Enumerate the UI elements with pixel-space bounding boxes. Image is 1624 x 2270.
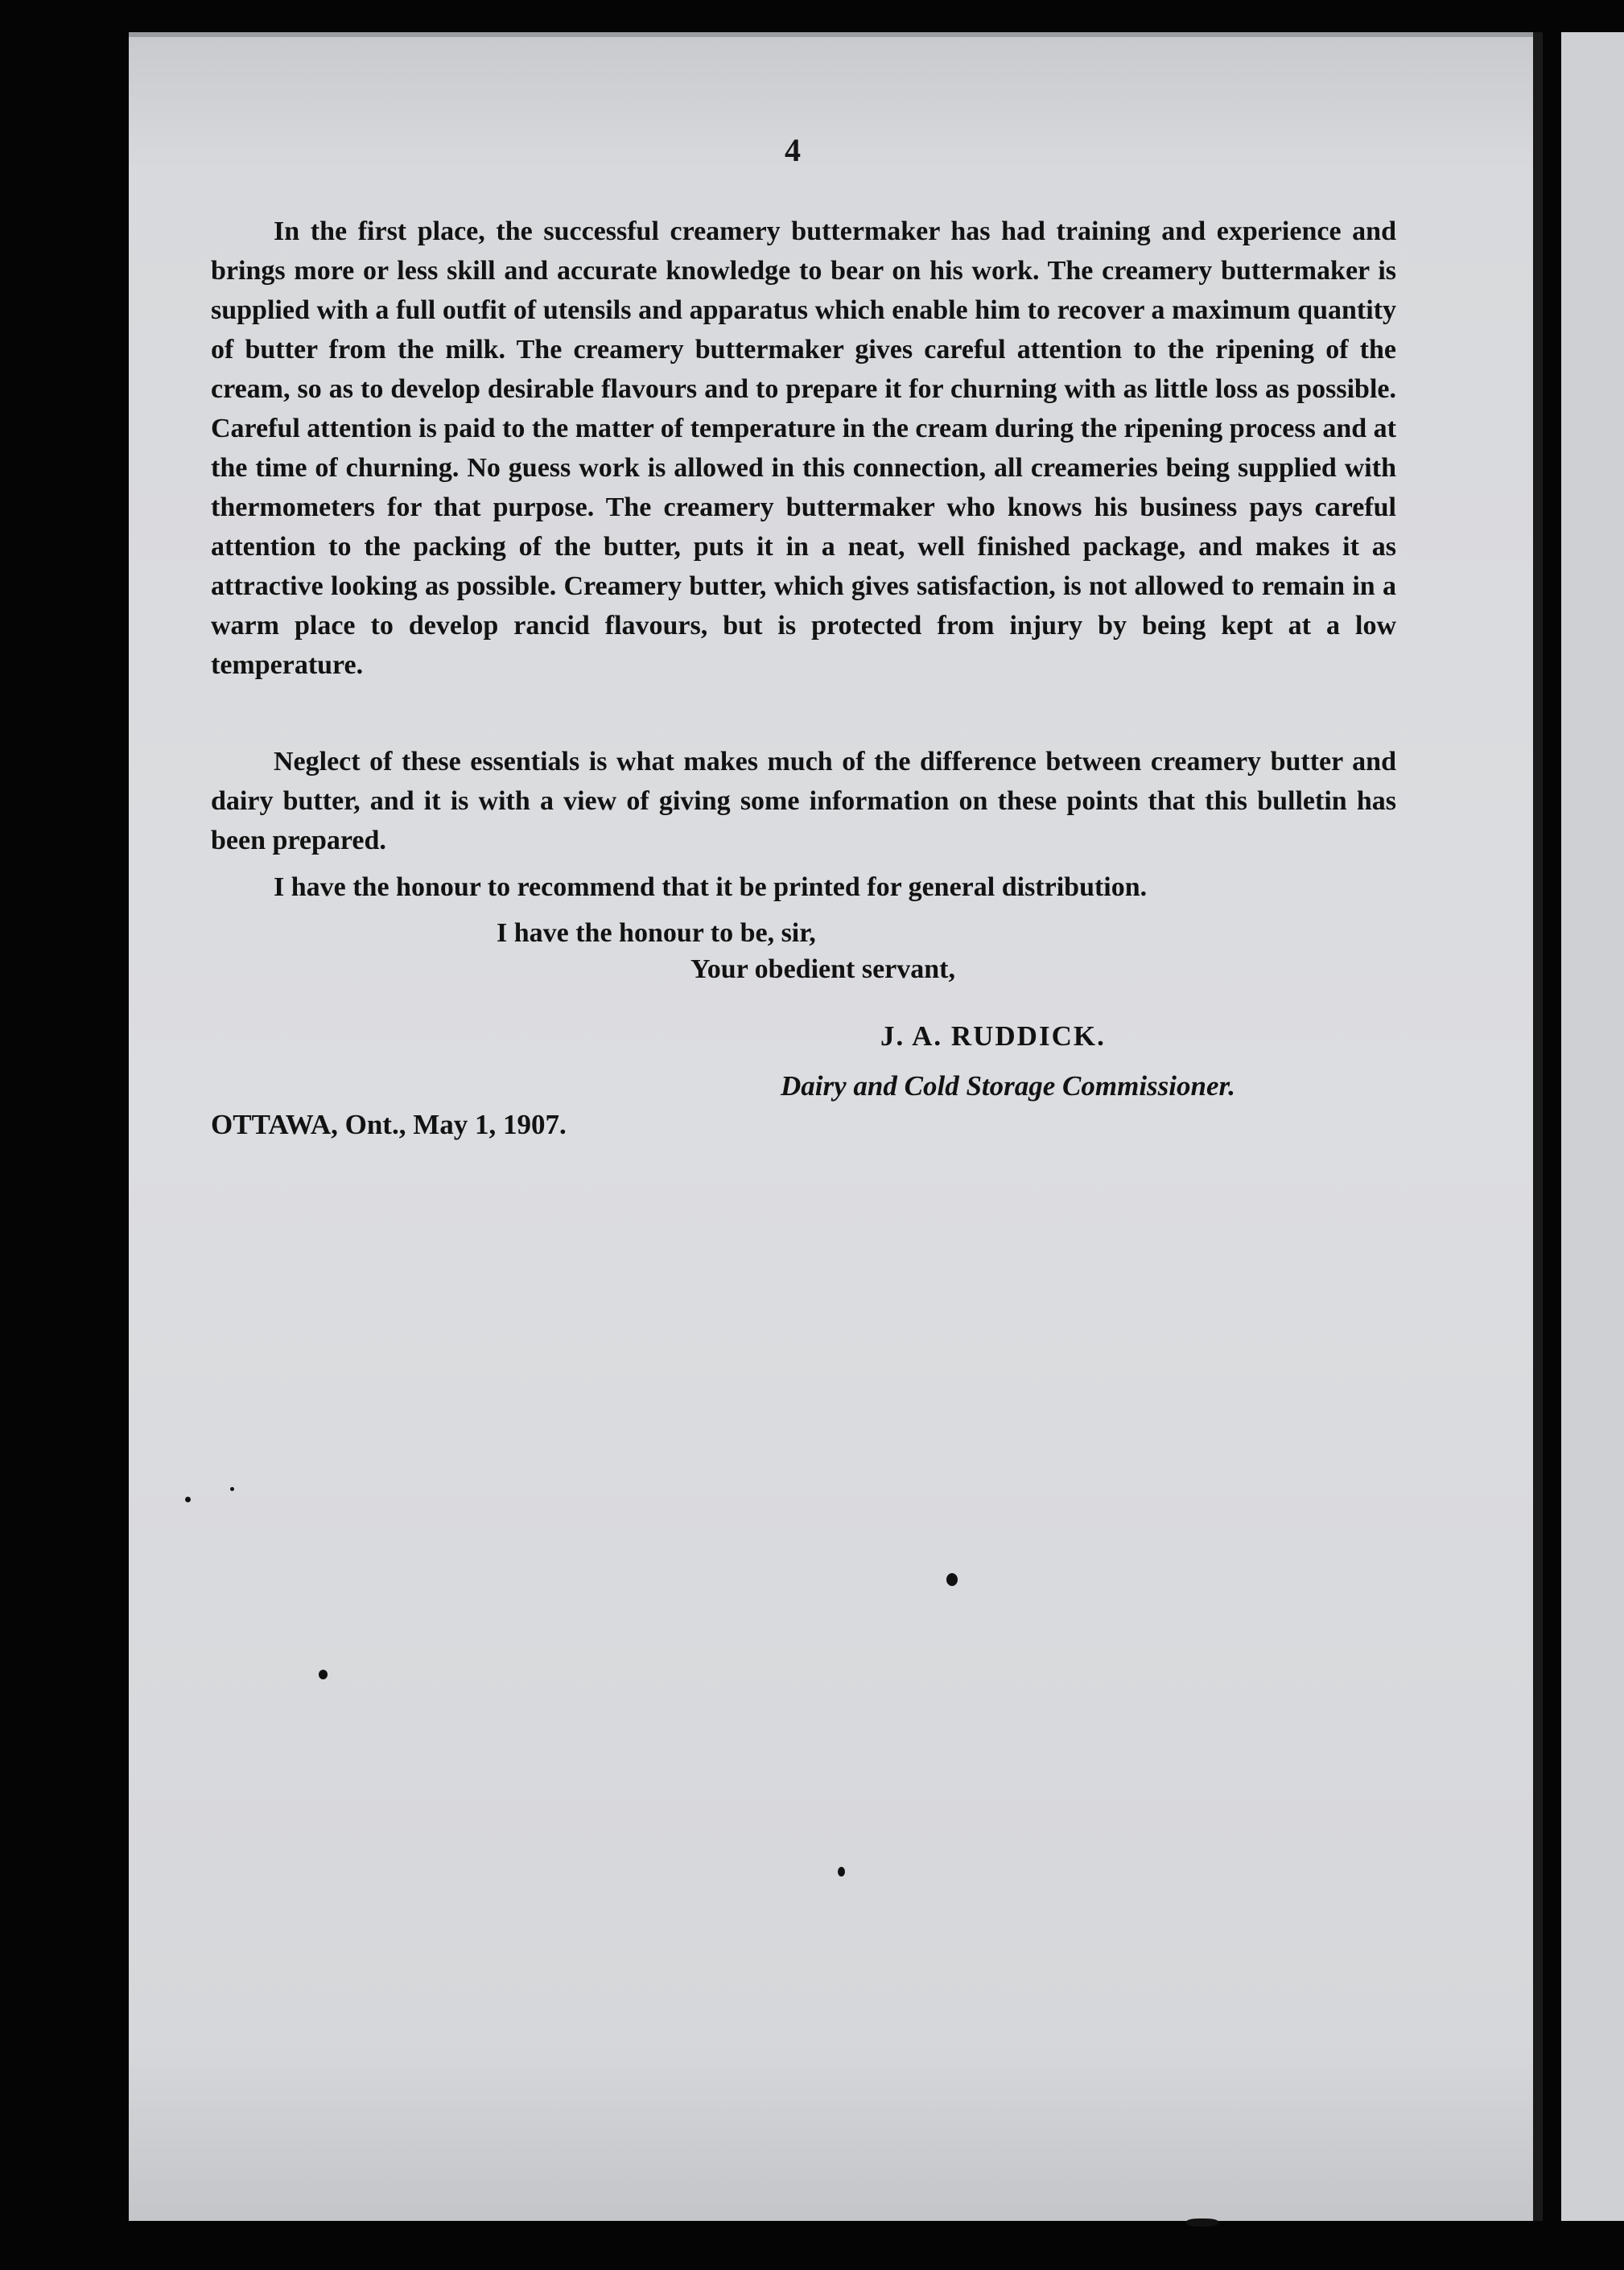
signature-name: J. A. RUDDICK. <box>880 1020 1106 1052</box>
closing-salutation: I have the honour to be, sir, <box>497 918 816 948</box>
dateline: OTTAWA, Ont., May 1, 1907. <box>211 1109 567 1140</box>
paragraph-recommendation: I have the honour to recommend that it be printed for general distribution. <box>274 872 1148 902</box>
scan-speck <box>230 1487 234 1491</box>
paragraph-creamery-practice: In the first place, the successful creamery buttermaker has had training and experience and brings more or less skill and accurate knowledge to bear on his work. The creamery buttermaker is supplied with a full outfit of utensils and apparatus which enable him to recover a maximum quantity of butter from the milk. The creamery buttermaker gives careful attention to the ripening of the cream, so as to develop desirable flavours and to prepare it for churning with as little loss as possible. Careful attention is paid to the matter of temperature in the cream during the ripening process and at the time of churning. No guess work is allowed in this connection, all creameries being supplied with thermometers for that purpose. The creamery buttermaker who knows his business pays careful attention to the packing of the butter, puts it in a neat, well finished package, and makes it as attractive looking as possible. Creamery butter, which gives satisfaction, is not allowed to remain in a warm place to develop rancid flavours, but is protected from injury by being kept at a low temperature. <box>211 216 1396 680</box>
paragraph-neglect-essentials: Neglect of these essentials is what makes much of the difference between creamery butter and dairy butter, and it is with a view of giving some information on these points that this bulletin has been prepared. <box>211 747 1396 855</box>
scan-speck <box>319 1670 328 1679</box>
page-gutter <box>1533 32 1543 2221</box>
closing-servant: Your obedient servant, <box>690 954 955 984</box>
signature-title: Dairy and Cold Storage Commissioner. <box>781 1070 1235 1102</box>
scan-speck <box>1186 2219 1218 2227</box>
scan-speck <box>838 1867 845 1877</box>
page-number: 4 <box>785 132 801 168</box>
adjacent-page-edge <box>1561 32 1624 2221</box>
scan-speck <box>946 1573 958 1586</box>
scan-speck <box>185 1497 191 1502</box>
